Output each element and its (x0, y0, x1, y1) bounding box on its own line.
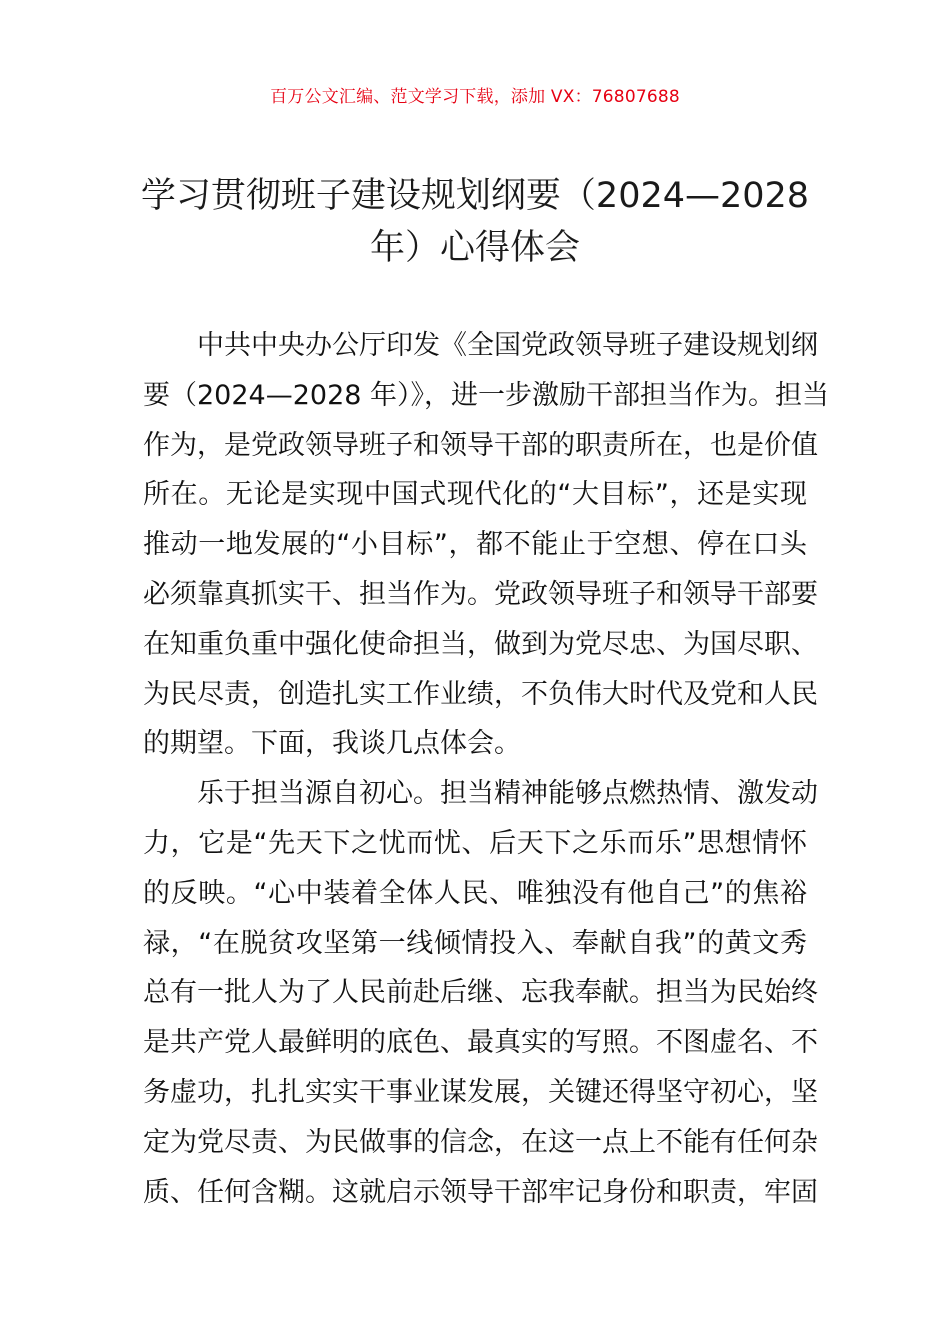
text-line: 务虚功，扎扎实实干事业谋发展，关键还得坚守初心，坚 (143, 1076, 818, 1108)
document-body (143, 321, 830, 1217)
title-line-1: 学习贯彻班子建设规划纲要（2024—2028 (140, 176, 810, 216)
text-line: 推动一地发展的“小目标”，都不能止于空想、停在口头 (143, 529, 807, 561)
text-line: 是共产党人最鲜明的底色、最真实的写照。不图虚名、不 (143, 1027, 818, 1059)
document-title (140, 170, 810, 274)
title-line-2: 年）心得体会 (369, 228, 580, 268)
text-line: 的反映。“心中装着全体人民、唯独没有他自己”的焦裕 (143, 877, 807, 909)
text-line: 在知重负重中强化使命担当，做到为党尽忠、为国尽职、 (143, 628, 818, 660)
text-line: 所在。无论是实现中国式现代化的“大目标”，还是实现 (143, 479, 807, 511)
text-line: 禄，“在脱贫攻坚第一线倾情投入、奉献自我”的黄文秀 (143, 927, 807, 959)
text-line: 中共中央办公厅印发《全国党政领导班子建设规划纲 (197, 330, 818, 361)
text-line: 质、任何含糊。这就启示领导干部牢记身份和职责，牢固 (143, 1176, 818, 1208)
text-line: 的期望。下面，我谈几点体会。 (143, 728, 521, 760)
paragraph-intro (143, 321, 830, 769)
text-line: 总有一批人为了人民前赴后继、忘我奉献。担当为民始终 (143, 977, 818, 1009)
text-line: 为民尽责，创造扎实工作业绩，不负伟大时代及党和人民 (143, 678, 818, 710)
text-line: 乐于担当源自初心。担当精神能够点燃热情、激发动 (197, 778, 818, 810)
paragraph-initial-aspiration (143, 769, 818, 1217)
watermark-header: 百万公文汇编、范文学习下载，添加 VX：76807688 (270, 87, 680, 107)
text-line: 要（2024—2028 年）》，进一步激励干部担当作为。担当 (143, 379, 830, 411)
text-line: 必须靠真抓实干、担当作为。党政领导班子和领导干部要 (143, 578, 818, 610)
text-line: 力，它是“先天下之忧而忧、后天下之乐而乐”思想情怀 (143, 827, 807, 859)
text-line: 作为，是党政领导班子和领导干部的职责所在，也是价值 (143, 429, 818, 461)
text-line: 定为党尽责、为民做事的信念，在这一点上不能有任何杂 (143, 1126, 818, 1158)
